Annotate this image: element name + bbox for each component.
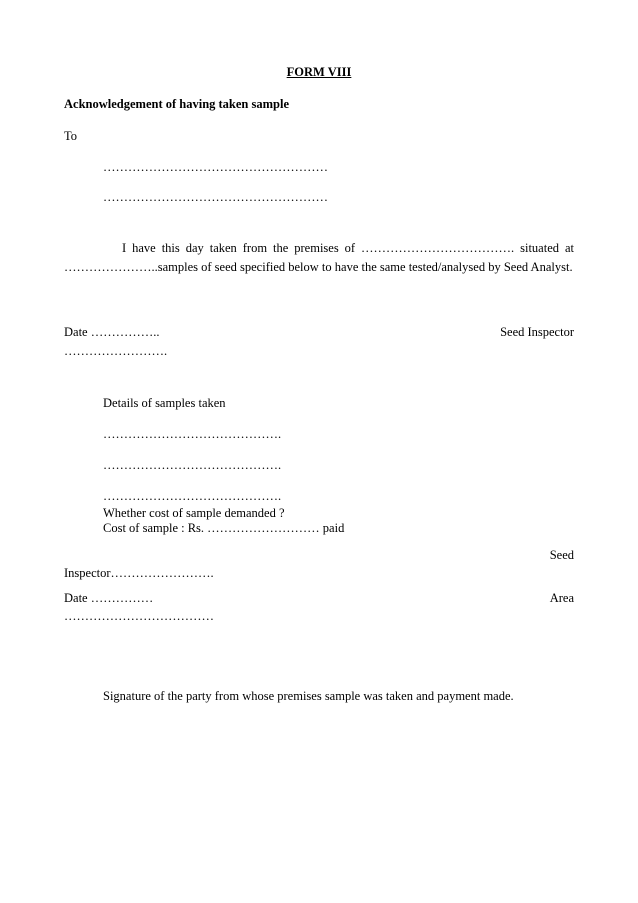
details-line-3: ……………………………………. [103, 489, 282, 503]
signature-text: Signature of the party from whose premises sample was taken and payment made. [103, 689, 514, 703]
date-label-2: Date …………… [64, 591, 154, 605]
seed-word: Seed [549, 548, 574, 562]
area-word: Area [549, 591, 574, 605]
inspector-line: Inspector……………………. [64, 566, 214, 580]
address-line-2: ……………………………………………… [103, 190, 328, 204]
address-line-1: ……………………………………………… [103, 160, 328, 174]
details-line-1: ……………………………………. [103, 427, 282, 441]
details-line-2: ……………………………………. [103, 458, 282, 472]
date-dots-2: ……………………………… [64, 609, 214, 623]
form-title: FORM VIII [286, 65, 352, 79]
form-heading: Acknowledgement of having taken sample [64, 97, 290, 111]
body-paragraph: I have this day taken from the premises of ………………………………. situated at …………………..samples of seed specified below to have the same tested/analysed by Seed Analyst. [64, 241, 574, 274]
seed-inspector-label-1: Seed Inspector [500, 325, 574, 339]
to-label: To [64, 129, 78, 143]
date-dots-1: ……………………. [64, 344, 168, 358]
cost-demanded-text: Whether cost of sample demanded ? [103, 506, 285, 520]
details-heading: Details of samples taken [103, 396, 226, 410]
date-label-1: Date …………….. [64, 325, 160, 339]
cost-of-sample-text: Cost of sample : Rs. ……………………… paid [103, 521, 345, 535]
